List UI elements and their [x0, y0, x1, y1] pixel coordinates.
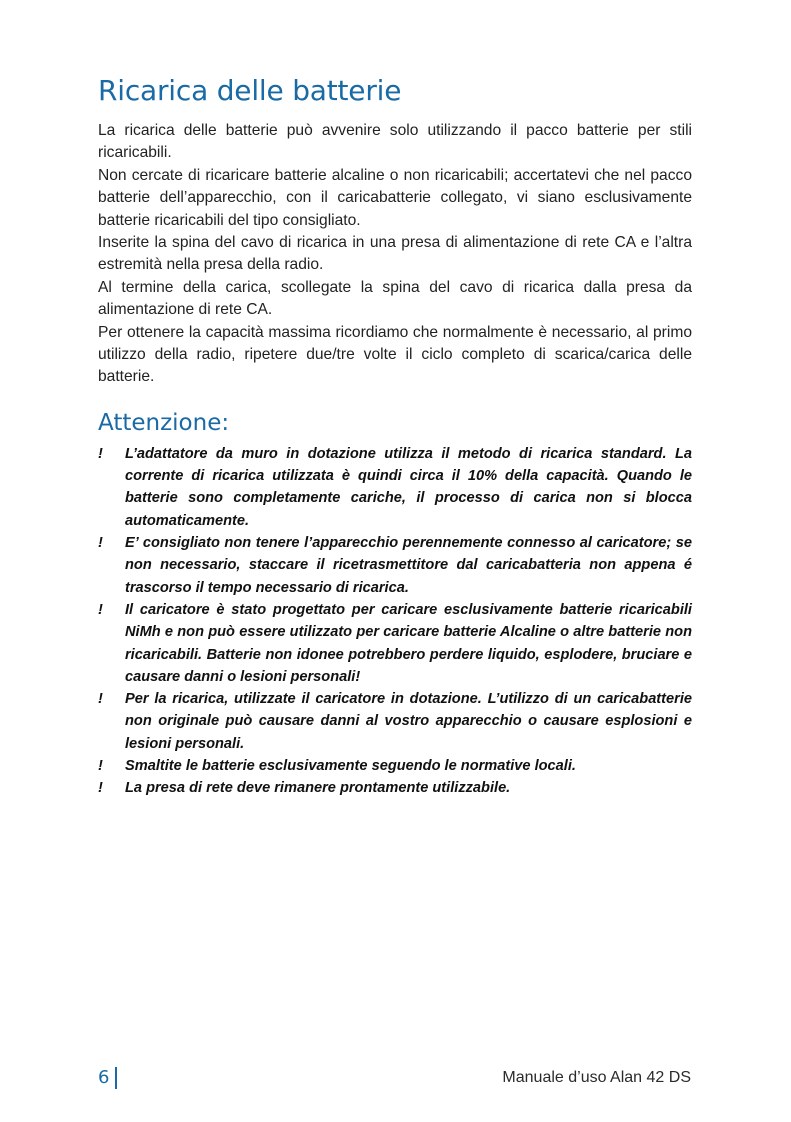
warning-text: La presa di rete deve rimanere prontamente utilizzabile.: [125, 780, 511, 797]
warning-item: [98, 532, 692, 599]
page-number-footer: [98, 1066, 117, 1090]
exclamation-icon: !: [98, 758, 103, 775]
exclamation-icon: !: [98, 445, 103, 462]
warning-text: E’ consigliato non tenere l’apparecchio perennemente connesso al caricatore; se non necessario, staccare il ricetrasmettitore dal caricabatteria non appena é trascorso il tempo necessario di ricarica.: [125, 535, 692, 596]
page-number: 6: [98, 1067, 110, 1088]
warning-item: [98, 599, 692, 688]
warning-item: [98, 755, 692, 777]
intro-paragraph: Al termine della carica, scollegate la spina del cavo di ricarica dalla presa da alimentazione di rete CA.: [98, 278, 692, 319]
intro-paragraph: La ricarica delle batterie può avvenire solo utilizzando il pacco batterie per stili ricaricabili.: [98, 122, 692, 162]
intro-paragraph: Non cercate di ricaricare batterie alcaline o non ricaricabili; accertatevi che nel pacco batterie dell’apparecchio, con il caricabatterie collegato, vi siano esclusivamente batterie ricaricabili del tipo consigliato.: [98, 166, 692, 229]
exclamation-icon: !: [98, 691, 103, 708]
warning-text: Smaltite le batterie esclusivamente seguendo le normative locali.: [125, 758, 576, 775]
exclamation-icon: !: [98, 535, 103, 552]
warning-item: [98, 777, 692, 799]
warning-text: Il caricatore è stato progettato per caricare esclusivamente batterie ricaricabili NiMh e non può essere utilizzato per caricare batterie Alcaline o altre batterie non ricaricabili. Batterie non idonee potrebbero perdere liquido, esplodere, bruciare e causare danni o lesioni personali!: [125, 601, 692, 685]
intro-paragraph: Per ottenere la capacità massima ricordiamo che normalmente è necessario, al primo utilizzo della radio, ripetere due/tre volte il ciclo completo di scarica/carica delle batterie.: [98, 323, 692, 386]
page-title: Ricarica delle batterie: [98, 74, 402, 107]
exclamation-icon: !: [98, 601, 103, 618]
warning-text: Per la ricarica, utilizzate il caricatore in dotazione. L’utilizzo di un caricabatterie non originale può causare danni al vostro apparecchio o causare esplosioni e lesioni personali.: [125, 691, 692, 752]
manual-title-footer: Manuale d’uso Alan 42 DS: [502, 1069, 691, 1086]
page-content: [98, 72, 692, 800]
intro-paragraph: Inserite la spina del cavo di ricarica in una presa di alimentazione di rete CA e l’altra estremità nella presa della radio.: [98, 234, 692, 274]
exclamation-icon: !: [98, 780, 103, 797]
intro-text: [98, 120, 692, 389]
warnings-heading: Attenzione:: [98, 409, 230, 436]
warning-item: [98, 443, 692, 532]
warnings-list: [98, 443, 692, 800]
warning-item: [98, 688, 692, 755]
footer-divider: [115, 1067, 117, 1089]
warning-text: L’adattatore da muro in dotazione utilizza il metodo di ricarica standard. La corrente di ricarica utilizzata è quindi circa il 10% della capacità. Quando le batterie sono completamente cariche, il processo di carica non si blocca automaticamente.: [125, 445, 692, 529]
